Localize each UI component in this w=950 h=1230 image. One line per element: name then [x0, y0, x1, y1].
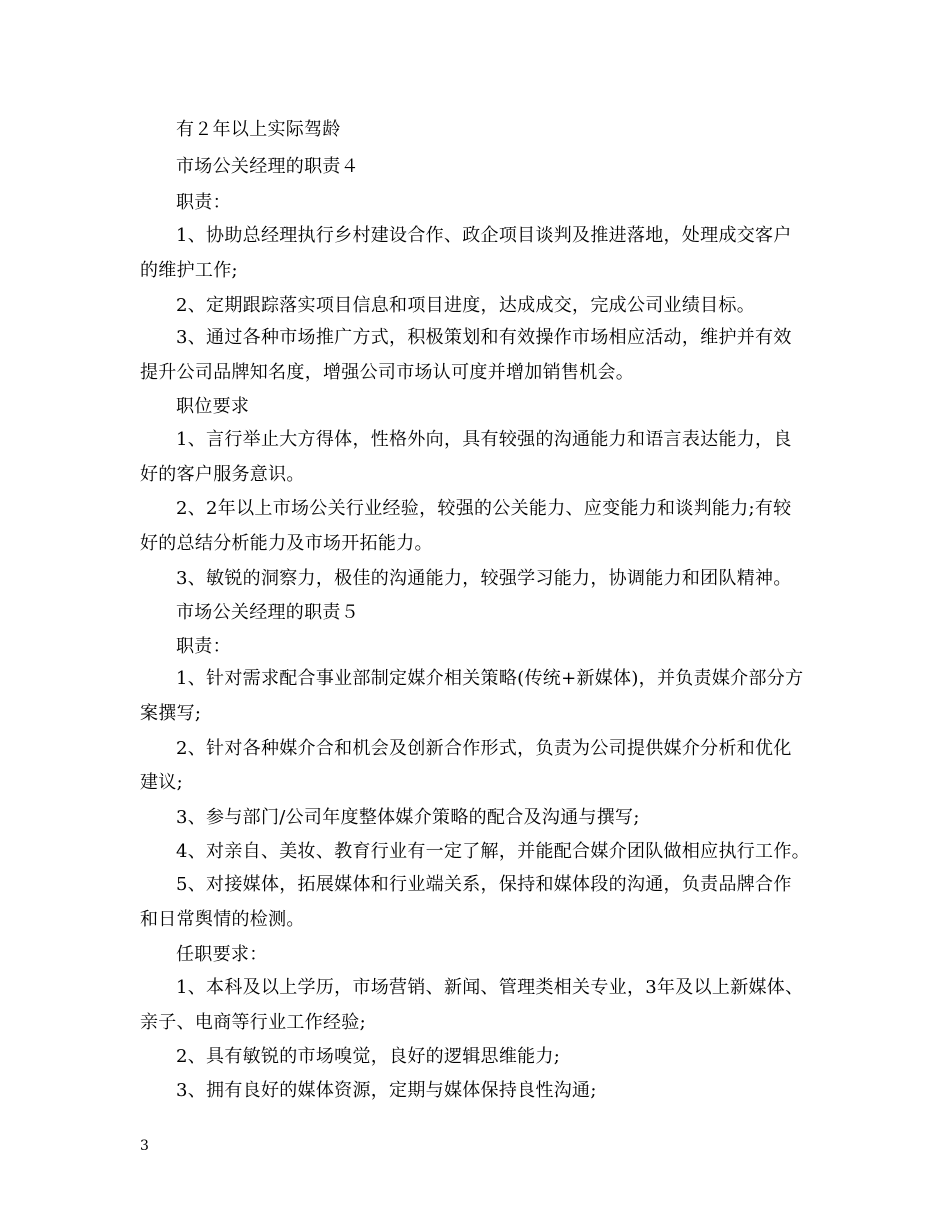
text-line: 2、具有敏锐的市场嗅觉，良好的逻辑思维能力; [176, 1046, 561, 1067]
text-line: 建议; [140, 772, 183, 793]
subheading: 职位要求 [176, 396, 250, 417]
text-line: 2、针对各种媒介合和机会及创新合作形式，负责为公司提供媒介分析和优化 [176, 738, 792, 759]
text-line: 2、定期跟踪落实项目信息和项目进度，达成成交，完成公司业绩目标。 [176, 295, 756, 316]
text-line: 2、2年以上市场公关行业经验，较强的公关能力、应变能力和谈判能力;有较 [176, 498, 792, 519]
text-line: 1、协助总经理执行乡村建设合作、政企项目谈判及推进落地，处理成交客户 [176, 225, 792, 246]
text-line: 好的总结分析能力及市场开拓能力。 [140, 533, 433, 554]
text-line: 有２年以上实际驾龄 [176, 119, 341, 140]
text-line: 提升公司品牌知名度，增强公司市场认可度并增加销售机会。 [140, 362, 635, 383]
text-line: 3、敏锐的洞察力，极佳的沟通能力，较强学习能力，协调能力和团队精神。 [176, 568, 792, 589]
text-line: 1、言行举止大方得体，性格外向，具有较强的沟通能力和语言表达能力，良 [176, 429, 792, 450]
text-line: 和日常舆情的检测。 [140, 909, 305, 930]
text-line: 案撰写; [140, 703, 202, 724]
page-number: 3 [140, 1138, 149, 1154]
subheading: 职责： [176, 192, 231, 213]
text-line: 3、通过各种市场推广方式，积极策划和有效操作市场相应活动，维护并有效 [176, 327, 792, 348]
text-line: 1、本科及以上学历，市场营销、新闻、管理类相关专业，3年及以上新媒体、 [176, 977, 804, 998]
text-line: 5、对接媒体，拓展媒体和行业端关系，保持和媒体段的沟通，负责品牌合作 [176, 874, 792, 895]
subheading: 任职要求： [176, 944, 268, 965]
text-line: 4、对亲自、美妆、教育行业有一定了解，并能配合媒介团队做相应执行工作。 [176, 841, 810, 862]
text-line: 亲子、电商等行业工作经验; [140, 1012, 366, 1033]
text-line: 好的客户服务意识。 [140, 464, 305, 485]
text-line: 3、拥有良好的媒体资源，定期与媒体保持良性沟通; [176, 1080, 597, 1101]
text-line: 3、参与部门/公司年度整体媒介策略的配合及沟通与撰写; [176, 807, 640, 828]
section-heading: 市场公关经理的职责４ [176, 156, 359, 177]
text-line: 1、针对需求配合事业部制定媒介相关策略(传统+新媒体)，并负责媒介部分方 [176, 668, 804, 689]
text-line: 的维护工作; [140, 260, 238, 281]
subheading: 职责： [176, 636, 231, 657]
section-heading: 市场公关经理的职责５ [176, 602, 359, 623]
